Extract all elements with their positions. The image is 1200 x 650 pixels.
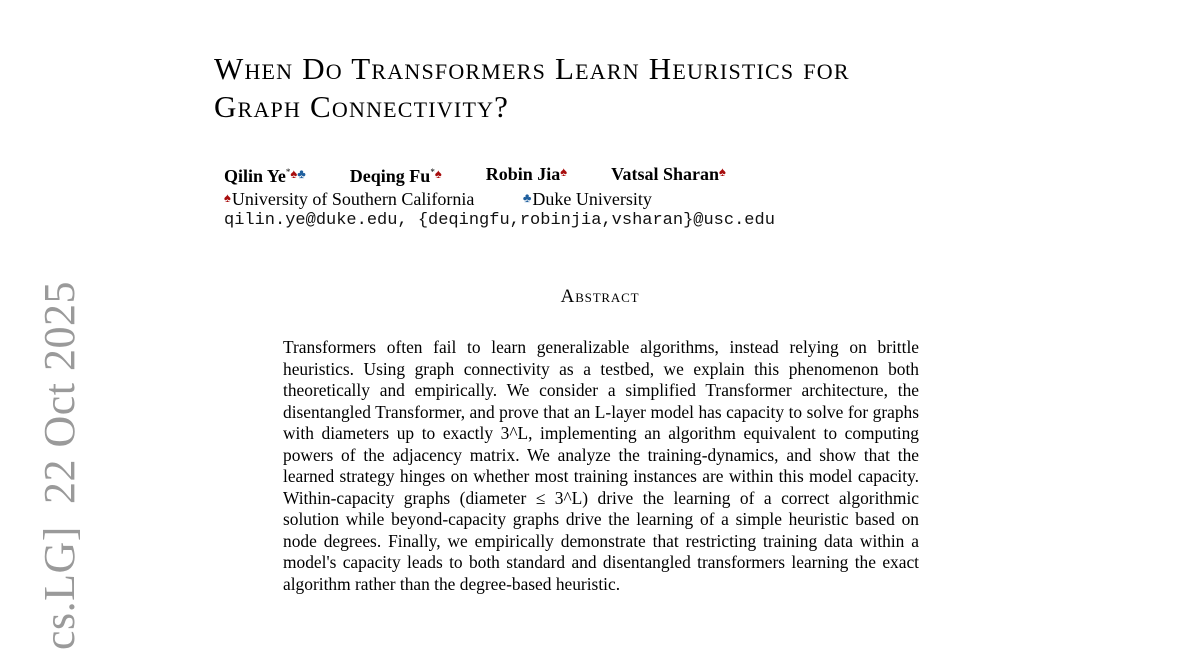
paper-title (214, 50, 1114, 126)
author-robin-jia: Robin Jia♠ (485, 164, 568, 184)
author-block (224, 161, 984, 232)
author-qilin-ye: Qilin Ye*♠♣ (224, 166, 306, 186)
affiliation-list (224, 187, 984, 210)
abstract-heading: Abstract (560, 286, 640, 307)
affiliation-duke: ♣Duke University (522, 189, 652, 209)
arxiv-date: 22 Oct 2025 (35, 281, 84, 505)
author-vatsal-sharan: Vatsal Sharan♠ (611, 164, 726, 184)
arxiv-stamp (34, 281, 85, 650)
title-line-2: Graph Connectivity? (214, 89, 510, 124)
title-line-1: When Do Transformers Learn Heuristics for (214, 51, 850, 86)
affiliation-usc: ♠University of Southern California (224, 189, 475, 209)
author-deqing-fu: Deqing Fu*♠ (349, 166, 442, 186)
spade-icon: ♠ (434, 166, 442, 181)
author-list (224, 161, 984, 187)
author-emails: qilin.ye@duke.edu, {deqingfu,robinjia,vsharan}@usc.edu (224, 211, 775, 230)
spade-icon: ♠ (224, 190, 231, 205)
club-icon: ♣ (297, 166, 306, 181)
arxiv-category: cs.LG] (35, 526, 84, 650)
abstract-text: Transformers often fail to learn generalizable algorithms, instead relying on brittle heuristics. Using graph connectivity as a testbed, we explain this phenomenon both theoretically and empirically. We consider a simplified Transformer architecture, the disentangled Transformer, and prove that an L-layer model has capacity to solve for graphs with diameters up to exactly 3^L, implementing an algorithm equivalent to computing powers of the adjacency matrix. We analyze the training-dynamics, and show that the learned strategy hinges on whether most training instances are within this model capacity. Within-capacity graphs (diameter ≤ 3^L) drive the learning of a correct algorithmic solution while beyond-capacity graphs drive the learning of a simple heuristic based on node degrees. Finally, we empirically demonstrate that restricting training data within a model's capacity leads to both standard and disentangled transformers learning the exact algorithm rather than the degree-based heuristic. (283, 337, 919, 594)
spade-icon: ♠ (290, 166, 298, 181)
spade-icon: ♠ (560, 164, 568, 179)
spade-icon: ♠ (719, 164, 726, 179)
club-icon: ♣ (522, 190, 532, 205)
